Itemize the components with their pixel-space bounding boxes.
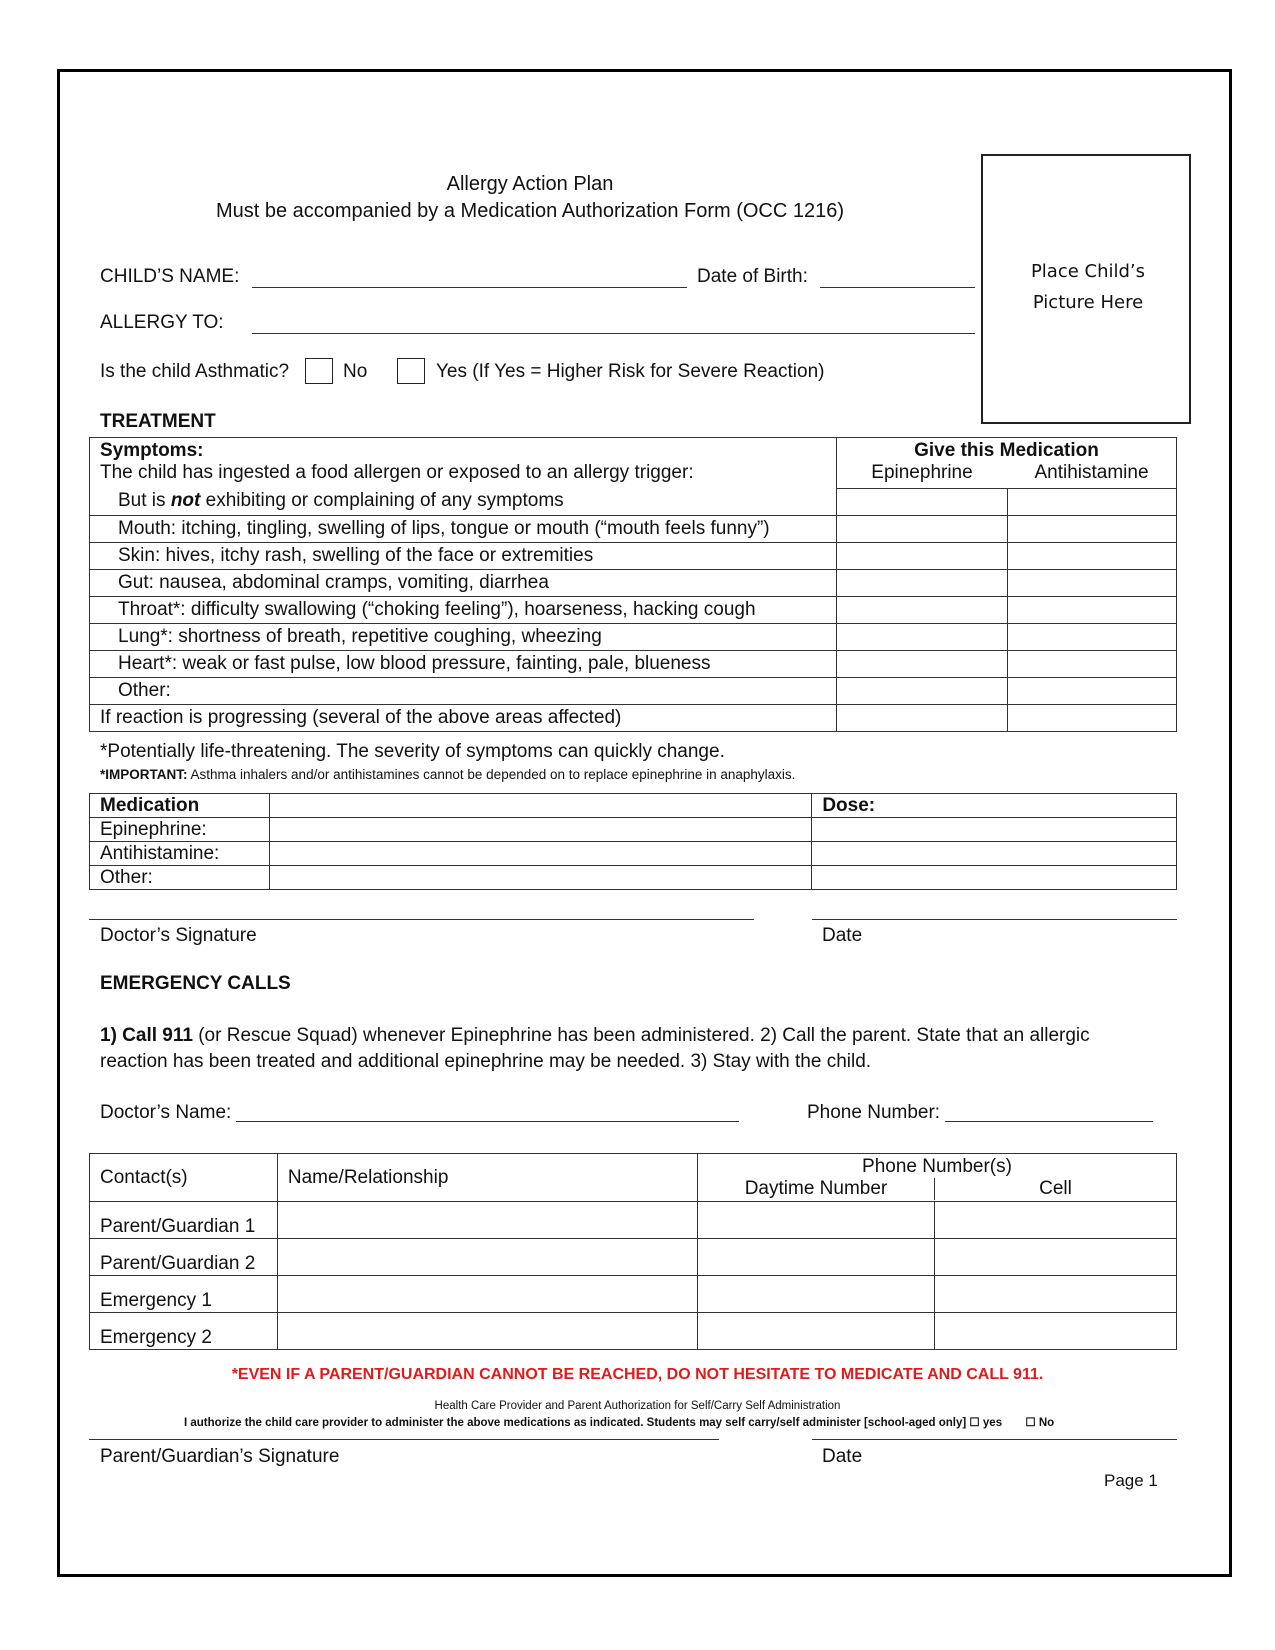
symptom-label: Other: <box>90 677 837 704</box>
antihistamine-cell[interactable] <box>1007 704 1177 731</box>
cell-number-cell[interactable] <box>934 1202 1176 1239</box>
symptom-row <box>90 650 1177 677</box>
cell-number-cell[interactable] <box>934 1313 1176 1350</box>
asthma-question: Is the child Asthmatic? <box>100 361 290 382</box>
dose-cell[interactable] <box>812 818 1177 842</box>
epinephrine-cell[interactable] <box>837 515 1008 542</box>
symptom-label: Gut: nausea, abdominal cramps, vomiting, diarrhea <box>90 569 837 596</box>
medication-name-cell[interactable] <box>269 818 811 842</box>
asthma-no-checkbox[interactable] <box>305 358 333 384</box>
phone-numbers-label: Phone Number(s) <box>862 1156 1012 1177</box>
contact-row <box>90 1276 1177 1313</box>
contacts-col-header: Contact(s) <box>90 1154 278 1202</box>
symptom-label: Heart*: weak or fast pulse, low blood pressure, fainting, pale, blueness <box>90 650 837 677</box>
dose-cell[interactable] <box>812 866 1177 890</box>
symptom-row <box>90 623 1177 650</box>
medication-table <box>89 793 1177 890</box>
asthma-yes-checkbox[interactable] <box>397 358 425 384</box>
symptom-label-none <box>90 488 837 515</box>
parent-date-field[interactable] <box>812 1439 1177 1440</box>
antihistamine-cell[interactable] <box>1007 569 1177 596</box>
parent-signature-label: Parent/Guardian’s Signature <box>100 1446 340 1467</box>
epinephrine-cell[interactable] <box>837 704 1008 731</box>
medication-header <box>837 438 1177 489</box>
daytime-number-cell[interactable] <box>697 1202 934 1239</box>
doctor-date-field[interactable] <box>812 919 1177 920</box>
phone-number-field[interactable] <box>945 1121 1153 1122</box>
asthma-yes-label: Yes (If Yes = Higher Risk for Severe Reaction) <box>436 361 825 382</box>
name-relationship-col-header: Name/Relationship <box>277 1154 697 1202</box>
allergy-label: ALLERGY TO: <box>100 312 224 333</box>
epinephrine-cell[interactable] <box>837 650 1008 677</box>
symptom-label: Mouth: itching, tingling, swelling of lips, tongue or mouth (“mouth feels funny”) <box>90 515 837 542</box>
symptom-label: Throat*: difficulty swallowing (“choking feeling”), hoarseness, hacking cough <box>90 596 837 623</box>
parent-date-label: Date <box>822 1446 863 1467</box>
epinephrine-col-label: Epinephrine <box>871 462 973 483</box>
photo-placeholder <box>983 256 1193 318</box>
symptom-row0-post: exhibiting or complaining of any symptoms <box>200 490 564 512</box>
epinephrine-cell[interactable] <box>837 677 1008 704</box>
asthma-no-label: No <box>343 361 368 382</box>
treatment-table <box>89 437 1177 732</box>
antihistamine-cell[interactable] <box>1007 650 1177 677</box>
treatment-heading: TREATMENT <box>100 411 216 432</box>
doctor-date-label: Date <box>822 925 863 946</box>
phone-number-label: Phone Number: <box>807 1102 941 1123</box>
child-name-label: CHILD’S NAME: <box>100 266 240 287</box>
epinephrine-cell[interactable] <box>837 569 1008 596</box>
symptom-label: Lung*: shortness of breath, repetitive coughing, wheezing <box>90 623 837 650</box>
symptom-row0-pre: But is <box>118 490 171 512</box>
antihistamine-col-label: Antihistamine <box>1034 462 1149 483</box>
medication-name-cell[interactable] <box>269 842 811 866</box>
medication-col-header: Medication <box>90 794 270 818</box>
authorization-title: Health Care Provider and Parent Authorization for Self/Carry Self Administration <box>434 1400 841 1412</box>
dob-field[interactable] <box>820 287 975 288</box>
call-911-rest: (or Rescue Squad) whenever Epinephrine has been administered. 2) Call the parent. State that an allergic <box>192 1025 1090 1046</box>
name-relationship-cell[interactable] <box>277 1239 697 1276</box>
symptoms-label: Symptoms: <box>100 440 204 461</box>
important-note-text: Asthma inhalers and/or antihistamines cannot be depended on to replace epinephrine in anaphylaxis. <box>187 767 796 782</box>
contact-row-label: Emergency 1 <box>90 1276 278 1313</box>
doctor-name-label: Doctor’s Name: <box>100 1102 232 1123</box>
contacts-table <box>89 1153 1177 1350</box>
important-note-bold: *IMPORTANT: <box>100 767 188 782</box>
symptoms-intro: The child has ingested a food allergen or exposed to an allergy trigger: <box>100 462 694 483</box>
medication-row-label: Epinephrine: <box>90 818 270 842</box>
daytime-number-cell[interactable] <box>697 1276 934 1313</box>
photo-placeholder-line2: Picture Here <box>1032 292 1144 313</box>
symptom-row <box>90 677 1177 704</box>
antihistamine-cell[interactable] <box>1007 596 1177 623</box>
give-medication-label: Give this Medication <box>914 440 1099 461</box>
authorization-statement: I authorize the child care provider to administer the above medications as indicated. Students may self carry/self administer [school-aged only] ☐ yes <box>184 1417 1003 1429</box>
emergency-instructions-line1 <box>100 1025 1090 1047</box>
phone-numbers-header <box>697 1154 1176 1202</box>
contact-row <box>90 1202 1177 1239</box>
epinephrine-cell[interactable] <box>837 488 1008 515</box>
dose-cell[interactable] <box>812 842 1177 866</box>
symptom-row <box>90 515 1177 542</box>
symptom-row <box>90 569 1177 596</box>
form-subtitle: Must be accompanied by a Medication Authorization Form (OCC 1216) <box>215 200 845 222</box>
symptom-row0-em: not <box>170 490 201 512</box>
dose-col-header: Dose: <box>812 794 1177 818</box>
cell-col-label: Cell <box>1039 1178 1072 1199</box>
cell-number-cell[interactable] <box>934 1276 1176 1313</box>
contact-row-label: Emergency 2 <box>90 1313 278 1350</box>
important-note <box>100 767 795 782</box>
medication-row-label: Antihistamine: <box>90 842 270 866</box>
symptoms-header <box>90 438 837 489</box>
call-911-bold: 1) Call 911 <box>100 1025 193 1046</box>
symptom-row <box>90 704 1177 731</box>
daytime-col-label: Daytime Number <box>698 1178 935 1200</box>
child-name-field[interactable] <box>252 287 687 288</box>
symptom-row <box>90 596 1177 623</box>
antihistamine-cell[interactable] <box>1007 677 1177 704</box>
contact-row <box>90 1313 1177 1350</box>
daytime-number-cell[interactable] <box>697 1239 934 1276</box>
authorization-no-option[interactable]: ☐ No <box>1025 1417 1055 1429</box>
symptom-row <box>90 542 1177 569</box>
antihistamine-cell[interactable] <box>1007 515 1177 542</box>
epinephrine-cell[interactable] <box>837 542 1008 569</box>
page-number: Page 1 <box>1104 1471 1158 1490</box>
emergency-instructions-line2: reaction has been treated and additional epinephrine may be needed. 3) Stay with the child. <box>100 1051 872 1072</box>
form-title: Allergy Action Plan <box>446 173 614 195</box>
antihistamine-cell[interactable] <box>1007 623 1177 650</box>
child-photo-box[interactable] <box>981 154 1191 424</box>
medication-name-cell[interactable] <box>269 866 811 890</box>
epinephrine-cell[interactable] <box>837 623 1008 650</box>
symptom-row <box>90 488 1177 515</box>
medication-row-label: Other: <box>90 866 270 890</box>
cell-number-cell[interactable] <box>934 1239 1176 1276</box>
name-relationship-cell[interactable] <box>277 1313 697 1350</box>
antihistamine-cell[interactable] <box>1007 542 1177 569</box>
emergency-heading: EMERGENCY CALLS <box>100 973 291 994</box>
name-relationship-cell[interactable] <box>277 1276 697 1313</box>
dob-label: Date of Birth: <box>697 266 808 287</box>
medication-blank-header <box>269 794 811 818</box>
progress-label: If reaction is progressing (several of the above areas affected) <box>90 704 837 731</box>
authorization-text <box>184 1415 1054 1429</box>
epinephrine-cell[interactable] <box>837 596 1008 623</box>
allergy-field[interactable] <box>252 333 975 334</box>
medicate-warning: *EVEN IF A PARENT/GUARDIAN CANNOT BE REACHED, DO NOT HESITATE TO MEDICATE AND CALL 911. <box>231 1366 1044 1383</box>
antihistamine-cell[interactable] <box>1007 488 1177 515</box>
name-relationship-cell[interactable] <box>277 1202 697 1239</box>
contact-row <box>90 1239 1177 1276</box>
doctor-signature-field[interactable] <box>89 919 754 920</box>
doctor-name-field[interactable] <box>236 1121 739 1122</box>
symptom-label: Skin: hives, itchy rash, swelling of the face or extremities <box>90 542 837 569</box>
contact-row-label: Parent/Guardian 2 <box>90 1239 278 1276</box>
parent-signature-field[interactable] <box>89 1439 719 1440</box>
life-threatening-note: *Potentially life-threatening. The severity of symptoms can quickly change. <box>100 741 725 762</box>
doctor-signature-label: Doctor’s Signature <box>100 925 257 946</box>
daytime-number-cell[interactable] <box>697 1313 934 1350</box>
contact-row-label: Parent/Guardian 1 <box>90 1202 278 1239</box>
photo-placeholder-line1: Place Child’s <box>1030 261 1146 282</box>
